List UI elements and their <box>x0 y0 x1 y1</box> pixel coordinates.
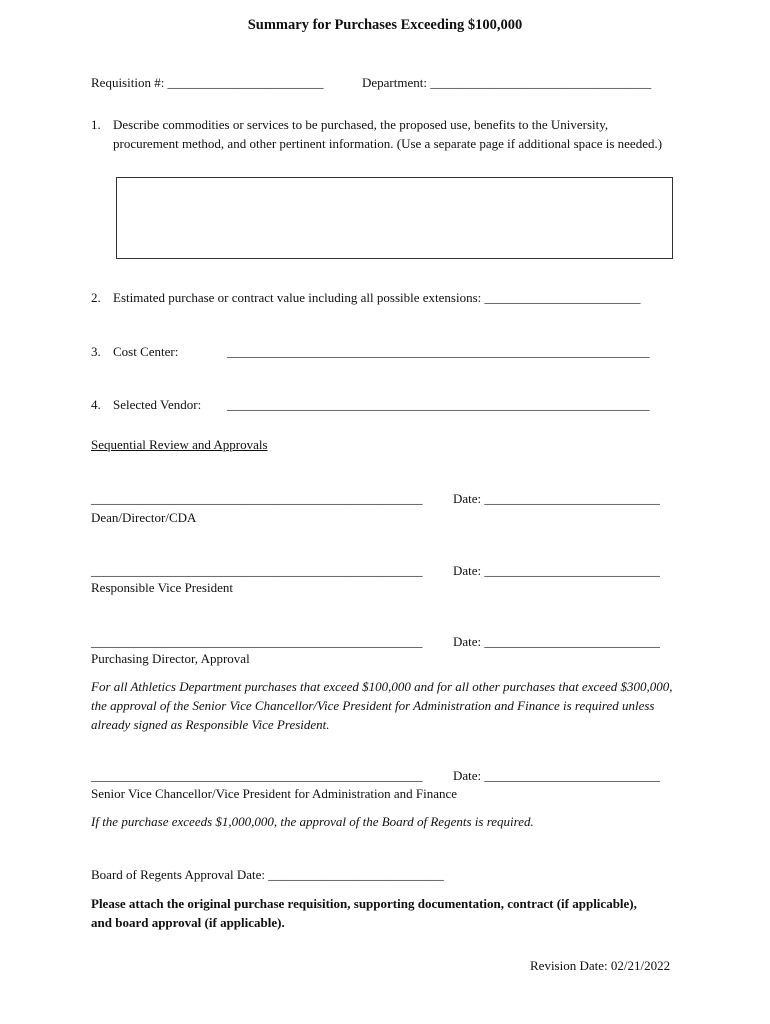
question-1-number: 1. <box>91 117 101 132</box>
revision-date: Revision Date: 02/21/2022 <box>530 958 671 973</box>
date-field-purchasing[interactable]: Date: ___________________________ <box>453 634 660 649</box>
question-2-number: 2. <box>91 290 101 305</box>
signature-line-purchasing[interactable]: ___________________________________________________ <box>91 634 423 649</box>
board-regents-field[interactable]: Board of Regents Approval Date: ___________________________ <box>91 867 444 882</box>
question-1-text: Describe commodities or services to be purchased, the proposed use, benefits to the University, procurement method, and other pertinent information. (Use a separate page if additional space is needed.) <box>113 117 663 151</box>
selected-vendor-field[interactable]: _________________________________________________________________ <box>227 397 650 412</box>
attach-instruction: Please attach the original purchase requisition, supporting documentation, contract (if applicable), and board approval (if applicable). <box>91 896 637 930</box>
signature-line-svc[interactable]: ___________________________________________________ <box>91 768 423 783</box>
signature-line-vp[interactable]: ___________________________________________________ <box>91 563 423 578</box>
date-field-vp[interactable]: Date: ___________________________ <box>453 563 660 578</box>
description-box[interactable] <box>116 177 673 259</box>
question-4-number: 4. <box>91 397 101 412</box>
selected-vendor-label: Selected Vendor: <box>113 397 202 412</box>
signature-line-dean[interactable]: ___________________________________________________ <box>91 491 423 506</box>
role-vp: Responsible Vice President <box>91 580 233 595</box>
cost-center-label: Cost Center: <box>113 344 179 359</box>
role-purchasing: Purchasing Director, Approval <box>91 651 250 666</box>
review-heading: Sequential Review and Approvals <box>91 437 268 452</box>
requisition-field[interactable]: Requisition #: ________________________ <box>91 75 324 90</box>
date-field-svc[interactable]: Date: ___________________________ <box>453 768 660 783</box>
athletics-note: For all Athletics Department purchases that exceed $100,000 and for all other purchases that exceed $300,000, the approval of the Senior Vice Chancellor/Vice President for Administration and Finance is required unless already signed as Responsible Vice President. <box>91 679 673 732</box>
date-field-dean[interactable]: Date: ___________________________ <box>453 491 660 506</box>
cost-center-field[interactable]: _________________________________________________________________ <box>227 344 650 359</box>
role-svc: Senior Vice Chancellor/Vice President for Administration and Finance <box>91 786 458 801</box>
question-3-number: 3. <box>91 344 101 359</box>
page-title: Summary for Purchases Exceeding $100,000 <box>247 17 523 33</box>
role-dean: Dean/Director/CDA <box>91 510 197 525</box>
question-2-text[interactable]: Estimated purchase or contract value including all possible extensions: ________________________ <box>113 290 641 305</box>
regents-note: If the purchase exceeds $1,000,000, the approval of the Board of Regents is required. <box>91 814 534 829</box>
department-field[interactable]: Department: __________________________________ <box>362 75 652 90</box>
